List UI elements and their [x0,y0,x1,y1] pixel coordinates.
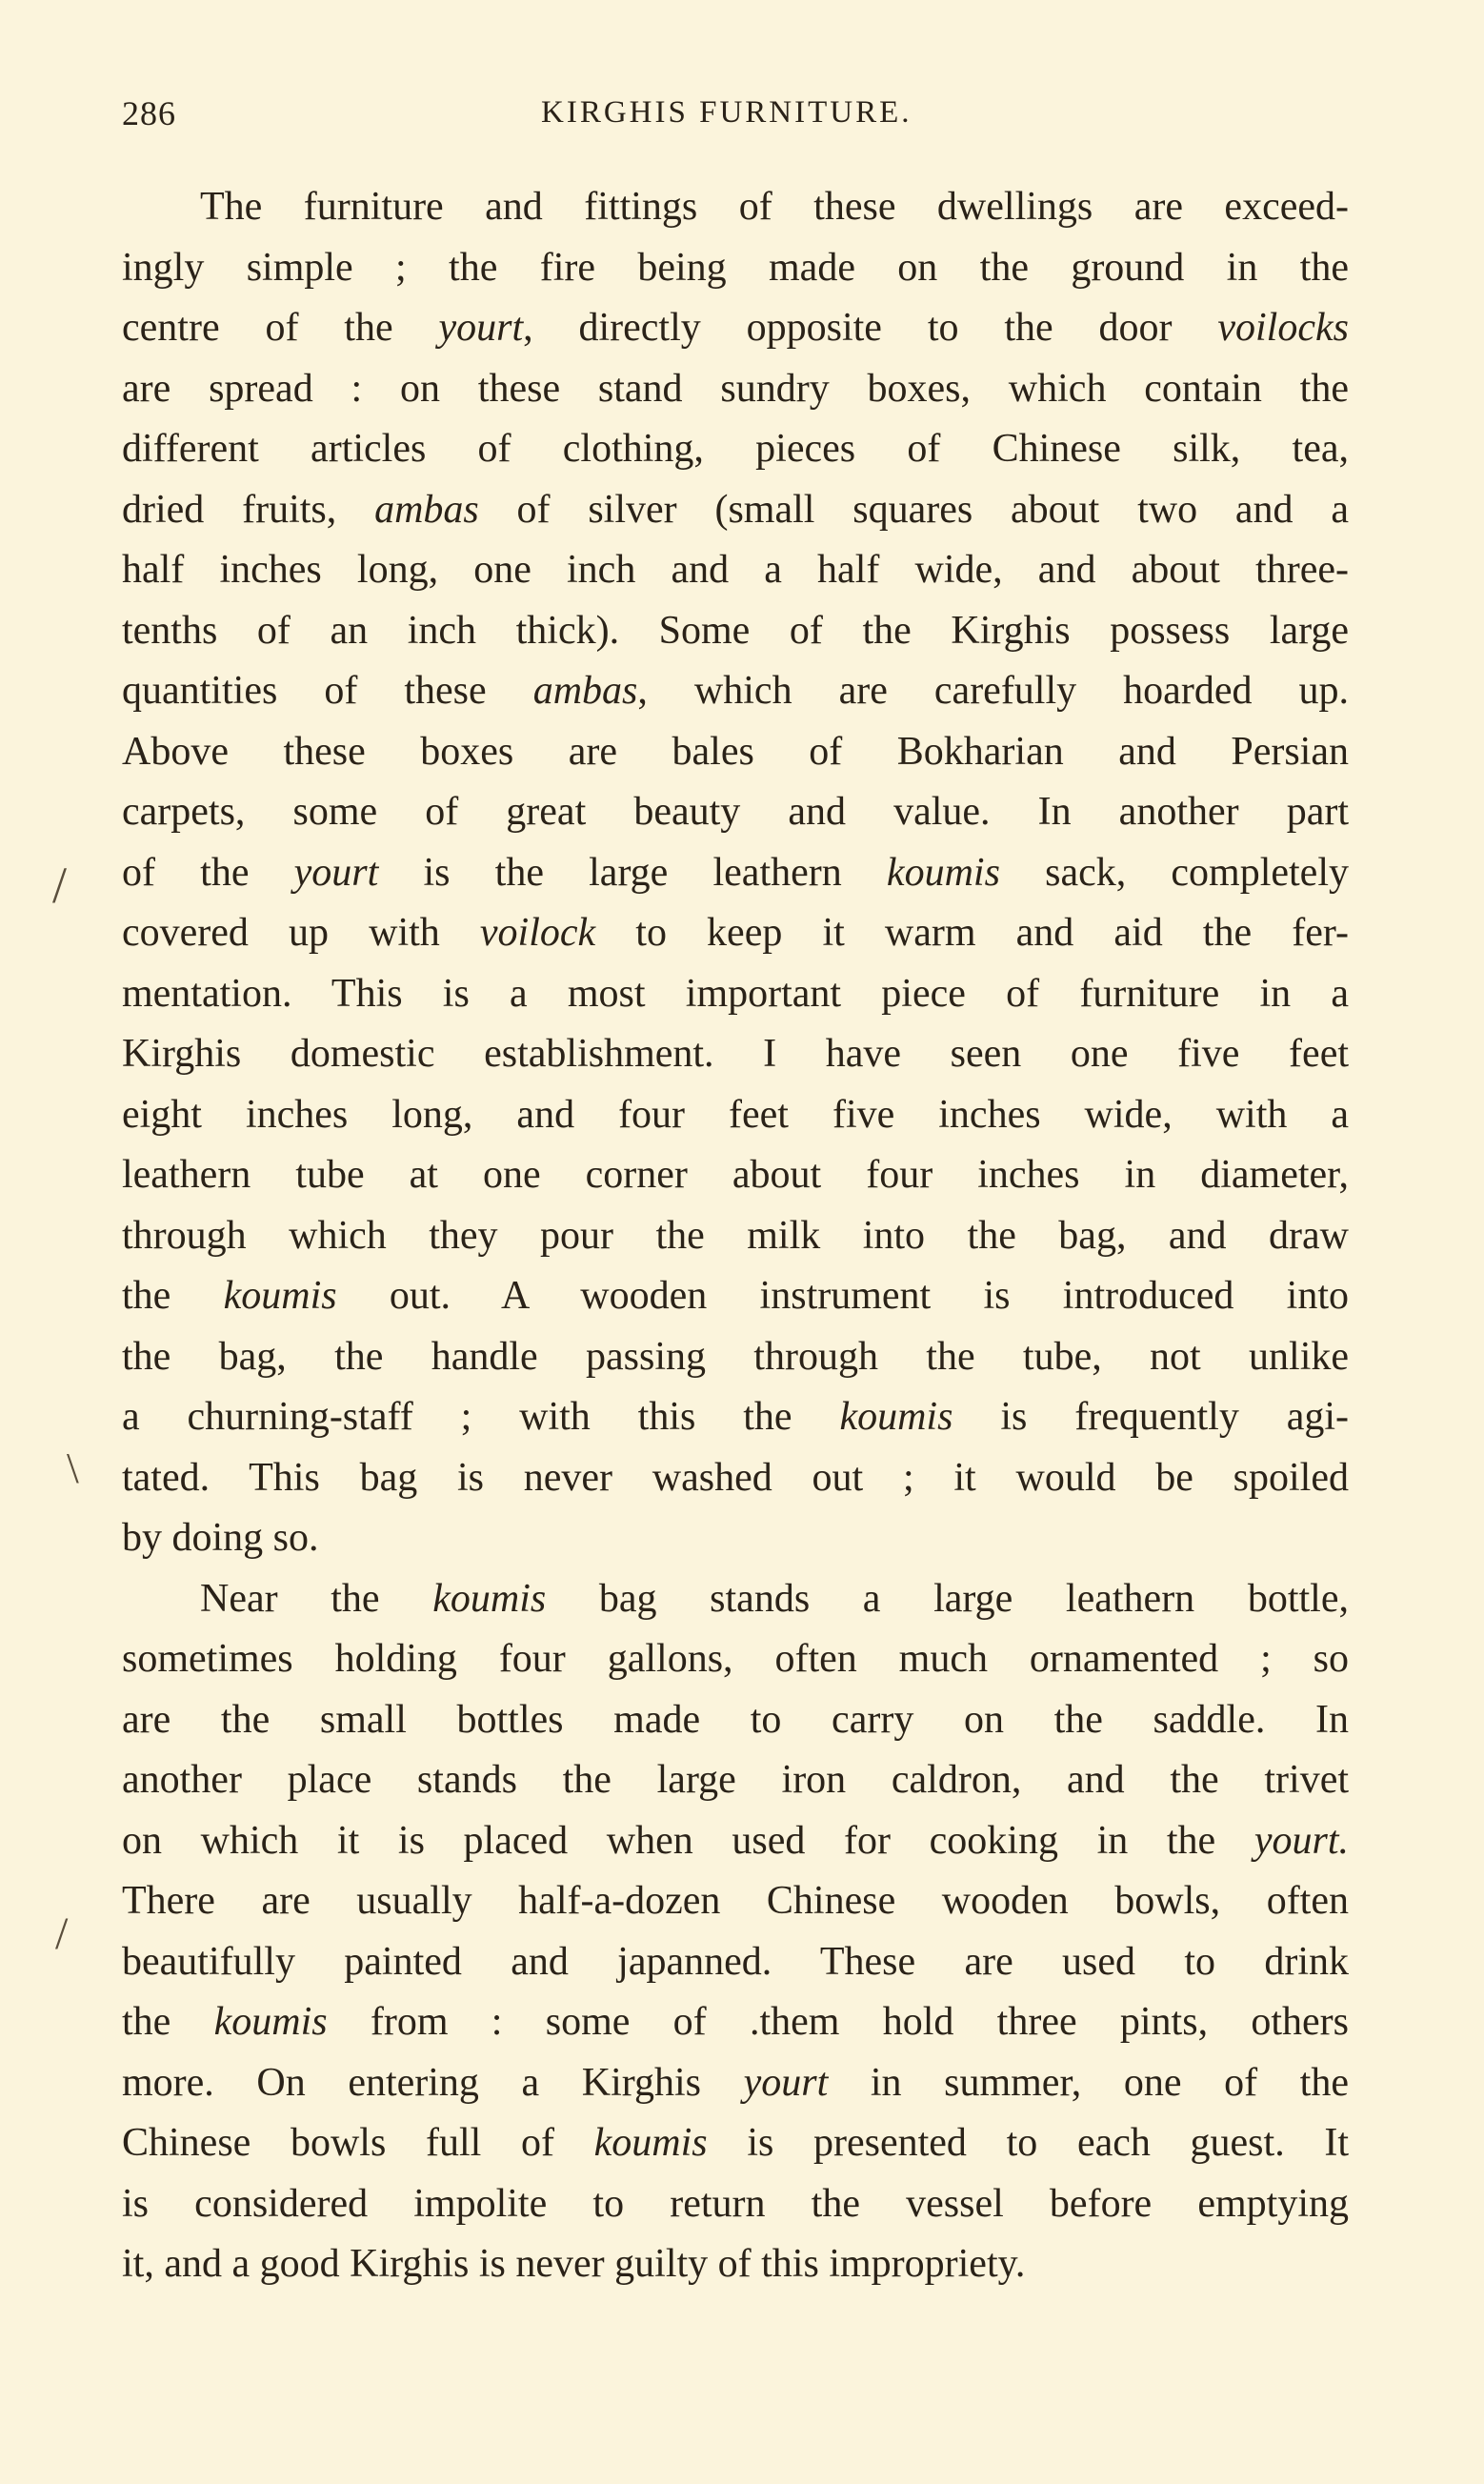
text-line [122,722,1349,783]
text-line [122,964,1349,1025]
margin-mark: \ [67,1444,79,1492]
text-run: Above these boxes are bales of Bokharian and Persian [122,729,1349,774]
text-run: by doing so. [122,1516,319,1560]
text-line [122,1811,1349,1872]
text-run: tenths of an inch thick). Some of the Kirghis possess large [122,608,1349,653]
text-line [122,540,1349,601]
text-line [122,1750,1349,1811]
text-run: the [122,1274,224,1318]
text-run: mentation. This is a most important piece of furniture in a [122,971,1349,1016]
text-line [122,601,1349,662]
italic-term: koumis [223,1274,337,1318]
text-run: ingly simple ; the fire being made on the ground in the [122,245,1349,290]
text-line [122,2053,1349,2114]
text-line [122,2174,1349,2235]
text-run: a churning-staff ; with this the [122,1395,840,1439]
italic-term: yourt [293,850,379,895]
text-run: the bag, the handle passing through the tube, not unlike [122,1334,1349,1379]
text-run: through which they pour the milk into the bag, and draw [122,1213,1349,1258]
italic-term: koumis [886,850,1000,895]
text-run: out. A wooden instrument is introduced into [336,1274,1349,1318]
text-run: Kirghis domestic establishment. I have seen one five feet [122,1032,1349,1076]
body-text [122,177,1349,2295]
text-run: bag stands a large leathern bottle, [546,1576,1349,1621]
text-run: on which it is placed when used for cooking in the [122,1818,1254,1863]
text-run: is the large leathern [378,850,887,895]
italic-term: koumis [432,1576,547,1621]
text-line [122,177,1349,238]
text-run: The furniture and fittings of these dwellings are exceed- [200,185,1349,229]
text-run: is presented to each guest. It [707,2121,1350,2165]
paragraph [122,177,1349,1569]
text-run: eight inches long, and four feet five inches wide, with a [122,1092,1349,1137]
italic-term: yourt [743,2060,829,2105]
text-run: leathern tube at one corner about four inches in diameter, [122,1153,1349,1197]
text-run: the [122,2000,214,2044]
text-line [122,419,1349,480]
italic-term: voilocks [1217,306,1349,350]
text-run: centre of the [122,306,439,350]
text-run: Near the [200,1576,433,1621]
italic-term: yourt. [1253,1818,1349,1863]
text-line [122,238,1349,299]
text-line [122,661,1349,722]
paragraph [122,1569,1349,2295]
italic-term: koumis [839,1395,953,1439]
running-head: KIRGHIS FURNITURE. [541,95,912,130]
text-run: Chinese bowls full of [122,2121,594,2165]
text-line [122,1569,1349,1630]
text-line [122,1508,1349,1569]
text-line [122,2113,1349,2174]
text-line [122,1327,1349,1388]
page-header [122,93,1351,141]
text-run: beautifully painted and japanned. These are used to drink [122,1939,1349,1984]
text-run: , directly opposite to the door [523,306,1218,350]
italic-term: voilock [479,911,596,955]
text-run: , which are carefully hoarded up. [637,669,1349,713]
margin-mark: / [55,1908,69,1959]
text-run: is considered impolite to return the vessel before emptying [122,2181,1349,2226]
text-line [122,1932,1349,1993]
text-run: carpets, some of great beauty and value. In another part [122,790,1349,834]
text-run: sack, completely [999,850,1349,895]
italic-term: koumis [213,2000,328,2044]
text-run: different articles of clothing, pieces of Chinese silk, tea, [122,427,1349,471]
text-line [122,298,1349,359]
italic-term: yourt [438,306,524,350]
text-run: it, and a good Kirghis is never guilty of this impropriety. [122,2242,1026,2286]
text-line [122,1024,1349,1085]
text-run: of silver (small squares about two and a [478,487,1349,532]
text-line [122,1992,1349,2053]
text-run: There are usually half-a-dozen Chinese wooden bowls, often [122,1879,1349,1923]
text-run: in summer, one of the [828,2060,1349,2105]
text-run: another place stands the large iron caldron, and the trivet [122,1758,1349,1802]
text-run: more. On entering a Kirghis [122,2060,744,2105]
page-number: 286 [122,94,176,132]
text-line [122,359,1349,420]
text-line [122,1145,1349,1206]
text-line [122,782,1349,843]
italic-term: ambas [532,669,638,713]
text-line [122,2234,1349,2295]
text-line [122,1629,1349,1690]
text-line [122,843,1349,904]
text-line [122,1206,1349,1267]
text-run: dried fruits, [122,487,375,532]
text-line [122,480,1349,541]
italic-term: ambas [374,487,479,532]
text-line [122,1387,1349,1448]
text-run: from : some of .them hold three pints, others [327,2000,1349,2044]
text-line [122,1871,1349,1932]
text-run: tated. This bag is never washed out ; it would be spoiled [122,1455,1349,1500]
text-run: is frequently agi- [953,1395,1349,1439]
text-line [122,903,1349,964]
text-line [122,1085,1349,1146]
text-run: quantities of these [122,669,533,713]
text-run: half inches long, one inch and a half wide, and about three- [122,548,1349,592]
text-run: sometimes holding four gallons, often much ornamented ; so [122,1637,1349,1681]
text-line [122,1690,1349,1751]
margin-mark: / [52,857,68,914]
text-run: are spread : on these stand sundry boxes, which contain the [122,366,1349,411]
text-line [122,1448,1349,1509]
text-run: of the [122,850,294,895]
text-run: covered up with [122,911,480,955]
text-line [122,1266,1349,1327]
text-run: are the small bottles made to carry on the saddle. In [122,1697,1349,1742]
italic-term: koumis [593,2121,708,2165]
text-run: to keep it warm and aid the fer- [595,911,1349,955]
